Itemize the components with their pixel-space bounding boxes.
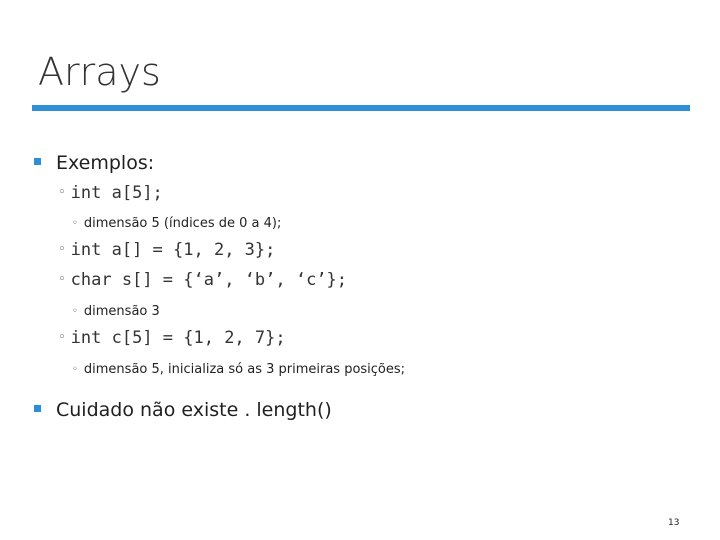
- code-char-s: char s[] = {‘a’, ‘b’, ‘c’};: [70, 270, 348, 290]
- code-int-c5: int c[5] = {1, 2, 7};: [70, 328, 286, 348]
- code-int-a-init: int a[] = {1, 2, 3};: [70, 240, 276, 260]
- square-bullet-icon: [34, 405, 41, 412]
- circle-bullet-icon: ◦: [58, 185, 66, 200]
- note-text: dimensão 3: [83, 304, 160, 319]
- note-dimensao-3: [72, 300, 160, 321]
- circle-bullet-icon: ◦: [72, 306, 78, 317]
- circle-bullet-icon: ◦: [58, 242, 66, 257]
- page-number: 13: [668, 518, 680, 528]
- note-text: dimensão 5 (índices de 0 a 4);: [83, 216, 282, 231]
- note-dimensao-5: [72, 212, 281, 233]
- bullet-exemplos: Exemplos:: [56, 152, 155, 174]
- slide-title: Arrays: [38, 50, 161, 94]
- code-int-a5: int a[5];: [70, 183, 163, 203]
- sub-bullet-char-s: [58, 269, 347, 291]
- circle-bullet-icon: ◦: [72, 218, 78, 229]
- circle-bullet-icon: ◦: [58, 272, 66, 287]
- note-text: dimensão 5, inicializa só as 3 primeiras posições;: [83, 362, 406, 377]
- sub-bullet-int-a-init: [58, 239, 275, 261]
- circle-bullet-icon: ◦: [72, 364, 78, 375]
- bullet-cuidado: Cuidado não existe . length(): [56, 399, 332, 421]
- sub-bullet-int-a5: [58, 182, 163, 204]
- square-bullet-icon: [34, 158, 41, 165]
- title-underline: [32, 105, 690, 111]
- sub-bullet-int-c5: [58, 327, 286, 349]
- circle-bullet-icon: ◦: [58, 330, 66, 345]
- note-dimensao-5-inicializa: [72, 358, 405, 379]
